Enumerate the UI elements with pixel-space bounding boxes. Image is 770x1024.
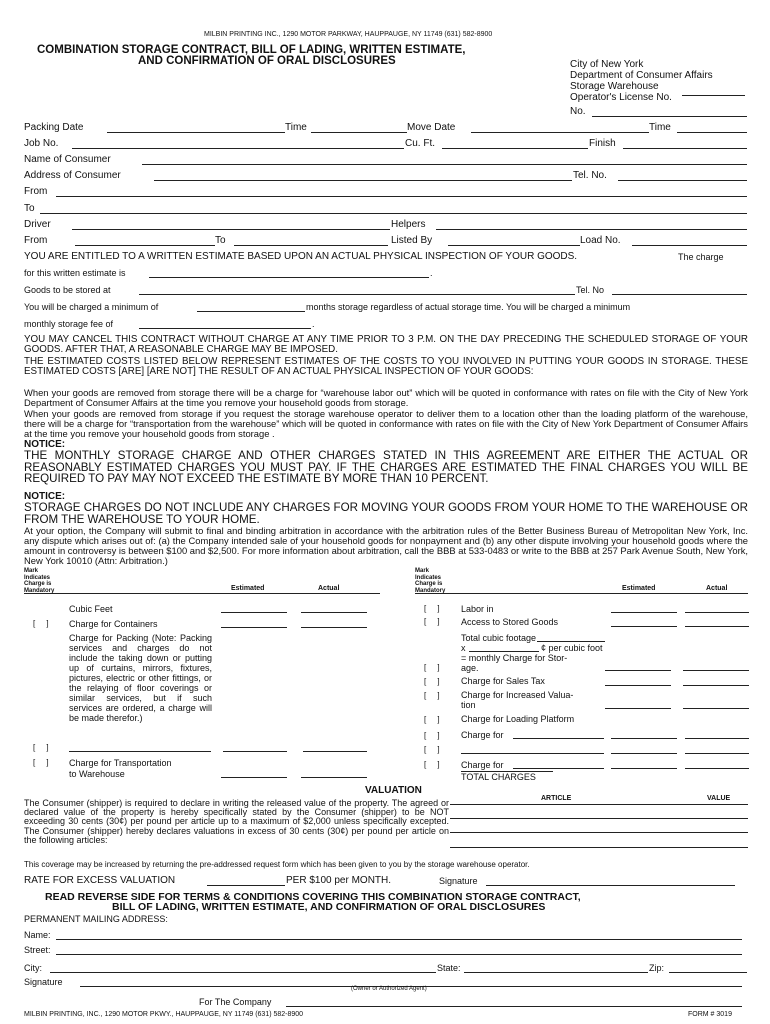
extra-left-actual[interactable] [303,751,367,752]
charge-for-3-description[interactable] [513,768,604,769]
helpers-label: Helpers [391,219,426,230]
actual-header-left: Actual [318,585,340,592]
charge-for-3-estimated[interactable] [611,768,677,769]
estimate-charge-label: for this written estimate is [24,268,126,278]
storage-age-label: age. [461,663,479,673]
printer-header: MILBIN PRINTING INC., 1290 MOTOR PARKWAY, HAUPPAUGE, NY 11749 (631) 582-8900 [204,31,493,38]
labor-in-label: Labor in [461,604,494,614]
form-title-line2: AND CONFIRMATION OF ORAL DISCLOSURES [138,55,396,67]
charge-for-3-actual[interactable] [685,768,749,769]
valuation-signature-field[interactable] [486,885,735,886]
transport-label-1: Charge for Transportation [69,758,172,768]
increased-val-checkbox[interactable]: [ ] [424,691,440,700]
load-no-field[interactable] [632,245,747,246]
trip-from-label: From [24,235,48,246]
to-field[interactable] [40,213,747,214]
move-time-field[interactable] [677,132,747,133]
total-charges-label: TOTAL CHARGES [461,772,536,782]
charge-for-3-checkbox[interactable]: [ ] [424,760,440,769]
driver-label: Driver [24,219,51,230]
extra-left-description[interactable] [69,751,211,752]
mailing-heading: PERMANENT MAILING ADDRESS: [24,914,168,924]
increased-val-label-1: Charge for Increased Valua- [461,690,574,700]
increased-val-label-2: tion [461,700,476,710]
finish-field[interactable] [623,148,747,149]
company-signature-label: For The Company [199,997,272,1007]
arbitration-text: At your option, the Company will submit to final and binding arbitration in accordance with the arbitration rules of the Better Business Bureau of Metropolitan New York, Inc. any dispute which arises out of: (a) the Company intended sale of your household goods for nonpayment and (b) any other dispute involving your household goods where the amount in controversy is between $100 and $2,500. For more information about arbitration, call the BBB at 533-0483 or write to the BBB at 257 Park Avenue South, New York, New York 10010 (Attn: Arbitration.) [24,525,748,566]
removed-text-1: When your goods are removed from storage there will be a charge for “warehouse labor out” which will be quoted in conformance with rates on file with the City of New York Department of Consumer Affairs at the time you remove your household goods from storage. [24,387,748,408]
helpers-field[interactable] [436,229,747,230]
mark-l1: Mark [24,568,39,574]
storage-tel-label: Tel. No [576,285,605,295]
charge-for-2-estimated[interactable] [611,753,677,754]
notice-label-2: NOTICE: [24,491,66,502]
labor-in-checkbox[interactable]: [ ] [424,604,440,613]
cubic-feet-estimated[interactable] [221,612,287,613]
increased-val-estimated[interactable] [605,708,671,709]
total-cubic-label-1: Total cubic footage [461,633,537,643]
trip-to-label: To [215,235,226,246]
goods-stored-field[interactable] [139,294,575,295]
period2: . [312,319,315,329]
cu-ft-field[interactable] [442,148,588,149]
notice-2-text: STORAGE CHARGES DO NOT INCLUDE ANY CHARGES FOR MOVING YOUR GOODS FROM YOUR HOME TO THE WAREHOUSE OR FROM THE WAREHOUSE TO YOUR HOME. [24,501,748,526]
owner-note: (Owner or Authorized Agent) [351,986,427,992]
article-line-4[interactable] [450,847,748,848]
mark-r1: Mark [415,568,430,574]
notice-1-text: THE MONTHLY STORAGE CHARGE AND OTHER CHARGES STATED IN THIS AGREEMENT ARE EITHER THE ACTUAL OR REASONABLY ESTIMATED CHARGES YOU MUST PAY. IF THE CHARGES ARE ESTIMATED THE FINAL CHARGES YOU WILL BE REQUIRED TO PAY MAY NOT EXCEED THE ESTIMATE BY MORE THAN 10 PERCENT. [24,449,748,486]
time-field[interactable] [311,132,407,133]
agency-line3: Storage Warehouse [570,81,659,92]
cents-per-foot-field[interactable] [469,651,539,652]
packing-date-label: Packing Date [24,122,84,133]
to-label: To [24,203,35,214]
mailing-name-field[interactable] [56,939,742,940]
loading-platform-checkbox[interactable]: [ ] [424,715,440,724]
agency-line2: Department of Consumer Affairs [570,70,713,81]
name-of-consumer-label: Name of Consumer [24,154,111,165]
rate-field[interactable] [207,885,285,886]
extra-left-checkbox[interactable]: [ ] [33,743,49,752]
mailing-street-label: Street: [24,945,51,955]
actual-header-right: Actual [706,585,728,592]
storage-age-checkbox[interactable]: [ ] [424,663,440,672]
monthly-fee-label: monthly storage fee of [24,319,114,329]
from-field[interactable] [56,196,747,197]
address-of-consumer-field[interactable] [154,180,572,181]
read-reverse-line1: READ REVERSE SIDE FOR TERMS & CONDITIONS COVERING THIS COMBINATION STORAGE CONTRACT, [45,891,581,903]
access-checkbox[interactable]: [ ] [424,617,440,626]
mailing-name-label: Name: [24,930,51,940]
estimate-charge-field[interactable] [149,277,429,278]
storage-actual[interactable] [683,670,749,671]
agency-line4: Operator's License No. [570,92,672,103]
job-no-label: Job No. [24,138,59,149]
move-time-label: Time [649,122,671,133]
access-estimated[interactable] [611,626,677,627]
containers-actual[interactable] [301,627,367,628]
job-no-field[interactable] [72,148,404,149]
goods-stored-label: Goods to be stored at [24,285,111,295]
period: . [430,268,433,278]
access-actual[interactable] [685,626,749,627]
mark-header-left [24,568,54,594]
form-number: FORM # 3019 [688,1011,732,1018]
minimum-months-field[interactable] [197,311,305,312]
no-label: No. [570,106,586,117]
value-header: VALUE [707,795,731,802]
coverage-text: This coverage may be increased by returning the pre-addressed request form which has been given to you by the storage warehouse operator. [24,860,530,869]
mailing-state-field[interactable] [464,972,648,973]
transport-estimated[interactable] [221,777,287,778]
cubic-feet-actual[interactable] [301,612,367,613]
mailing-zip-label: Zip: [649,963,665,973]
rate-label: RATE FOR EXCESS VALUATION [24,875,176,886]
estimated-costs-text: THE ESTIMATED COSTS LISTED BELOW REPRESENT ESTIMATES OF THE COSTS TO YOU INVOLVED IN PUTTING YOUR GOODS IN STORAGE. THESE ESTIMATED COSTS [ARE] [ARE NOT] THE RESULT OF AN ACTUAL PHYSICAL INSPECTION OF YOUR GOODS: [24,356,748,377]
charge-for-1-estimated[interactable] [611,738,677,739]
transport-checkbox[interactable]: [ ] [33,758,49,767]
cu-ft-label: Cu. Ft. [405,138,436,149]
mark-l2: Indicates [24,574,51,581]
license-no-field[interactable] [682,95,745,96]
packing-charge-label: Charge for Packing (Note: Packing services and charges do not include the taking down or putting up of curtains, mirrors, fixtures, pictures, electric or other fittings, or the relaying of floor coverings or similar services, but if such services are ordered, a charge will be made therefor.) [69,633,212,723]
consumer-tel-field[interactable] [618,180,747,181]
time-label: Time [285,122,307,133]
monthly-fee-field[interactable] [139,328,311,329]
header-rule-right [415,593,748,594]
cubic-feet-label: Cubic Feet [69,604,113,614]
labor-in-estimated[interactable] [611,612,677,613]
charge-for-3-label: Charge for [461,760,504,770]
mailing-city-field[interactable] [50,972,436,973]
storage-tel-field[interactable] [612,294,747,295]
extra-left-estimated[interactable] [223,751,287,752]
agency-block [570,59,713,103]
load-no-label: Load No. [580,235,621,246]
company-signature-field[interactable] [286,1006,742,1007]
valuation-heading: VALUATION [365,785,422,796]
consumer-tel-label: Tel. No. [573,170,607,181]
transport-label-2: to Warehouse [69,769,125,779]
mark-r4: Mandatory [415,587,446,594]
the-charge-text: The charge [678,252,724,262]
estimated-header-left: Estimated [231,585,265,592]
mark-r2: Indicates [415,574,442,581]
removed-text-2: When your goods are removed from storage if you request the storage warehouse operator to deliver them to a location other than the loading platform of the warehouse, there will be a charge for “transportation from the warehouse” which will be quoted in conformance with rates on file with the City of New York Department of Consumer Affairs at the time you remove your household goods from storage . [24,408,748,439]
monthly-storage-charge-label: = monthly Charge for Stor- [461,653,568,663]
trip-from-field[interactable] [75,245,215,246]
per-100-label: PER $100 per MONTH. [286,875,392,886]
sales-tax-checkbox[interactable]: [ ] [424,677,440,686]
charge-for-2-actual[interactable] [685,753,749,754]
listed-by-field[interactable] [448,245,580,246]
charge-for-2-description[interactable] [461,753,604,754]
charge-for-1-actual[interactable] [685,738,749,739]
total-cubic-field[interactable] [537,641,605,642]
article-line-3[interactable] [450,832,748,833]
charge-for-1-label: Charge for [461,730,504,740]
loading-platform-label: Charge for Loading Platform [461,714,575,724]
sales-tax-estimated[interactable] [605,685,671,686]
containers-checkbox[interactable]: [ ] [33,619,49,628]
mark-l4: Mandatory [24,587,55,594]
form-title-line1: COMBINATION STORAGE CONTRACT, BILL OF LADING, WRITTEN ESTIMATE, [37,44,466,56]
mailing-city-label: City: [24,963,42,973]
owner-signature-label: Signature [24,977,63,987]
listed-by-label: Listed By [391,235,433,246]
sales-tax-label: Charge for Sales Tax [461,676,545,686]
mailing-state-label: State: [437,963,461,973]
move-date-label: Move Date [407,122,456,133]
agency-line1: City of New York [570,59,644,70]
entitled-text: YOU ARE ENTITLED TO A WRITTEN ESTIMATE BASED UPON AN ACTUAL PHYSICAL INSPECTION OF YOUR GOODS. [24,251,578,262]
no-field[interactable] [592,116,747,117]
storage-estimated[interactable] [605,670,671,671]
containers-label: Charge for Containers [69,619,158,629]
move-date-field[interactable] [471,132,649,133]
from-label: From [24,186,48,197]
article-line-1[interactable] [450,804,748,805]
article-line-2[interactable] [450,818,748,819]
mailing-zip-field[interactable] [669,972,747,973]
estimated-header-right: Estimated [622,585,656,592]
notice-label-1: NOTICE: [24,439,66,450]
finish-label: Finish [589,138,616,149]
sales-tax-actual[interactable] [683,685,749,686]
charge-for-2-checkbox[interactable]: [ ] [424,745,440,754]
months-storage-text: months storage regardless of actual storage time. You will be charged a minimum [306,302,631,312]
mark-l3: Charge is [24,581,52,587]
charge-for-1-description[interactable] [513,738,604,739]
minimum-label: You will be charged a minimum of [24,302,159,312]
labor-in-actual[interactable] [685,612,749,613]
footer-printer: MILBIN PRINTING, INC., 1290 MOTOR PKWY., HAUPPAUGE, NY 11749 (631) 582-8900 [24,1011,304,1018]
mark-header-right [415,568,445,594]
address-of-consumer-label: Address of Consumer [24,170,121,181]
article-header: ARTICLE [541,795,572,802]
read-reverse-line2: BILL OF LADING, WRITTEN ESTIMATE, AND CONFIRMATION OF ORAL DISCLOSURES [112,901,546,913]
valuation-signature-label: Signature [439,876,478,886]
increased-val-actual[interactable] [683,708,749,709]
containers-estimated[interactable] [221,627,287,628]
trip-to-field[interactable] [234,245,388,246]
mailing-street-field[interactable] [56,954,742,955]
charge-for-1-checkbox[interactable]: [ ] [424,731,440,740]
transport-actual[interactable] [301,777,367,778]
name-of-consumer-field[interactable] [142,164,747,165]
mark-r3: Charge is [415,581,443,587]
total-cubic-x: x [461,643,466,653]
cancel-text: YOU MAY CANCEL THIS CONTRACT WITHOUT CHARGE AT ANY TIME PRIOR TO 3 P.M. ON THE DAY PRECEDING THE SCHEDULED STORAGE OF YOUR GOODS. AFTER THAT, A REASONABLE CHARGE MAY BE IMPOSED. [24,334,748,355]
valuation-text: The Consumer (shipper) is required to declare in writing the released value of the property. The agreed or declared value of the property is hereby specifically stated by the Consumer (shipper) to be NOT exceeding 30 cents (30¢) per pound per article up to a maximum of $2,000 unless specifically excepted. The Consumer (shipper) hereby declares valuations in excess of 30 cents (30¢) per pound per article on the following articles: [24,798,449,845]
packing-date-field[interactable] [107,132,285,133]
driver-field[interactable] [72,229,390,230]
access-label: Access to Stored Goods [461,617,559,627]
header-rule-left [24,593,380,594]
cents-per-foot-label: ¢ per cubic foot [541,643,603,653]
